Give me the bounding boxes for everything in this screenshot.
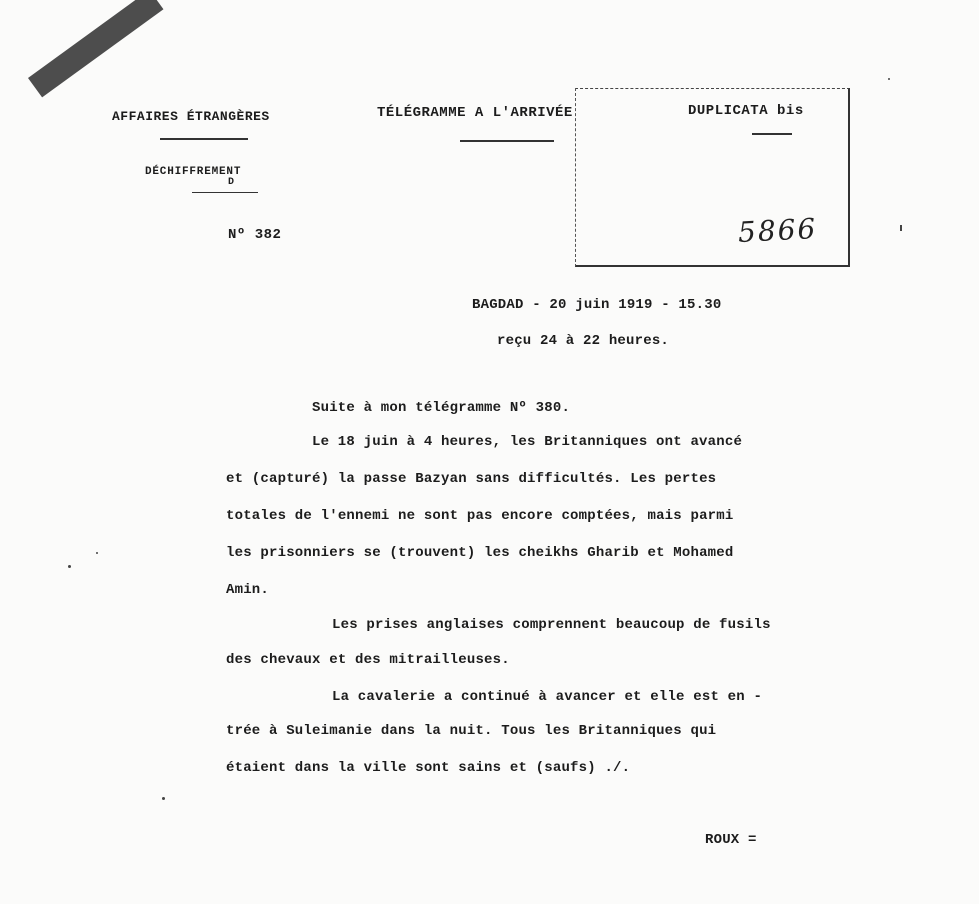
body-line: étaient dans la ville sont sains et (saufs) ./. xyxy=(226,760,631,776)
scan-speck xyxy=(68,565,71,568)
ministry-underline xyxy=(160,138,248,140)
body-line: les prisonniers se (trouvent) les cheikhs Gharib et Mohamed xyxy=(226,545,734,561)
body-line: Amin. xyxy=(226,582,270,598)
duplicate-header: DUPLICATA bis xyxy=(688,103,804,119)
reference-number: 5866 xyxy=(737,211,819,250)
body-line: Les prises anglaises comprennent beaucoup de fusils xyxy=(332,617,771,633)
department-header: DÉCHIFFREMENT xyxy=(145,166,242,178)
signature: ROUX = xyxy=(705,832,757,848)
scan-speck xyxy=(900,225,902,231)
dispatch-received: reçu 24 à 22 heures. xyxy=(497,333,670,349)
body-line: totales de l'ennemi ne sont pas encore comptées, mais parmi xyxy=(226,508,734,524)
body-line: Suite à mon télégramme Nº 380. xyxy=(312,400,571,416)
department-sub: D xyxy=(228,177,235,188)
telegram-type-header: TÉLÉGRAMME A L'ARRIVÉE xyxy=(377,105,573,121)
ministry-header: AFFAIRES ÉTRANGÈRES xyxy=(112,109,270,124)
department-underline xyxy=(192,192,258,193)
scan-speck xyxy=(888,78,890,80)
body-line: des chevaux et des mitrailleuses. xyxy=(226,652,510,668)
telegram-number: Nº 382 xyxy=(228,227,282,243)
body-line: Le 18 juin à 4 heures, les Britanniques ont avancé xyxy=(312,434,743,450)
telegram-type-underline xyxy=(460,140,554,142)
body-line: trée à Suleimanie dans la nuit. Tous les Britanniques qui xyxy=(226,723,717,739)
corner-stripe xyxy=(28,0,163,97)
dispatch-origin: BAGDAD - 20 juin 1919 - 15.30 xyxy=(472,297,722,313)
scan-speck xyxy=(162,797,165,800)
body-line: La cavalerie a continué à avancer et elle est en - xyxy=(332,689,763,705)
scan-speck xyxy=(96,552,98,554)
body-line: et (capturé) la passe Bazyan sans difficultés. Les pertes xyxy=(226,471,717,487)
